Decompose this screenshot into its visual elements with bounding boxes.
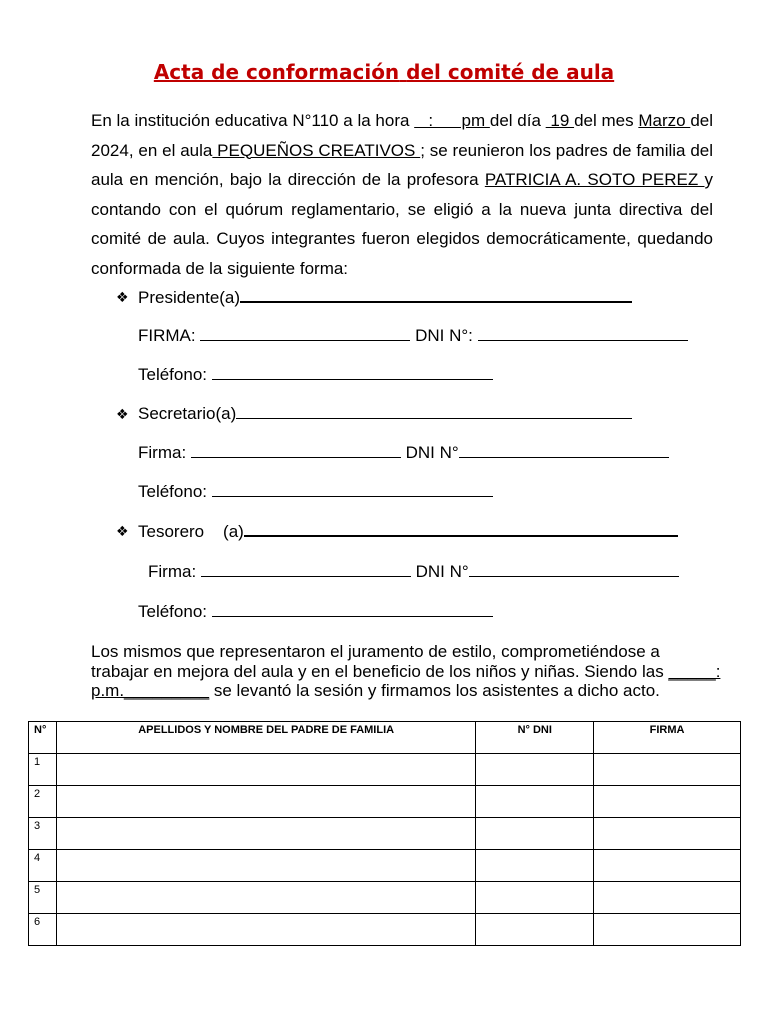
- dni-cell[interactable]: [476, 850, 594, 882]
- firma-label: Firma:: [138, 443, 191, 462]
- row-number: 2: [29, 786, 57, 818]
- tesorero-row: [138, 521, 678, 542]
- telefono-line[interactable]: [212, 482, 493, 497]
- intro-text-4: del 2024, en el aula: [91, 111, 713, 160]
- row-number: 6: [29, 914, 57, 946]
- dni-label: DNI N°: [410, 562, 469, 581]
- dia-field: 19: [545, 111, 575, 130]
- row-number: 1: [29, 754, 57, 786]
- bullet-icon: ❖: [116, 524, 129, 540]
- firma-cell[interactable]: [594, 850, 741, 882]
- firma-cell[interactable]: [594, 818, 741, 850]
- hora-field: : pm: [414, 111, 490, 130]
- name-cell[interactable]: [56, 850, 475, 882]
- attendance-table: [28, 721, 741, 946]
- dni-label: DNI N°: [400, 443, 459, 462]
- presidente-label: Presidente(a): [138, 288, 241, 307]
- firma-cell[interactable]: [594, 914, 741, 946]
- col-header-number: N°: [29, 722, 57, 754]
- dni-cell[interactable]: [476, 786, 594, 818]
- dni-cell[interactable]: [476, 914, 594, 946]
- document-title: [0, 60, 768, 84]
- table-row: [29, 850, 741, 882]
- dni-line[interactable]: [459, 443, 669, 458]
- dni-line[interactable]: [469, 562, 679, 577]
- dni-cell[interactable]: [476, 882, 594, 914]
- table-row: [29, 882, 741, 914]
- profesora-field: PATRICIA A. SOTO PEREZ: [484, 170, 705, 189]
- name-cell[interactable]: [56, 818, 475, 850]
- intro-text-3: del mes: [574, 111, 639, 130]
- row-number: 5: [29, 882, 57, 914]
- name-cell[interactable]: [56, 914, 475, 946]
- row-number: 4: [29, 850, 57, 882]
- table-row: [29, 754, 741, 786]
- name-cell[interactable]: [56, 754, 475, 786]
- telefono-line[interactable]: [212, 602, 493, 617]
- closing-hora-field: _____: p.m._________: [91, 661, 721, 700]
- secretario-label: Secretario(a): [138, 404, 237, 423]
- tesorero-label: Tesorero (a): [138, 522, 244, 541]
- row-number: 3: [29, 818, 57, 850]
- table-row: [29, 786, 741, 818]
- secretario-row: [138, 404, 632, 424]
- intro-text-2: del día: [489, 111, 546, 130]
- telefono-label: Teléfono:: [138, 602, 212, 621]
- col-header-name: APELLIDOS Y NOMBRE DEL PADRE DE FAMILIA: [56, 722, 475, 754]
- secretario-tel-row: [138, 482, 493, 502]
- name-cell[interactable]: [56, 786, 475, 818]
- closing-text-1: Los mismos que representaron el juramento de estilo, comprometiéndose a trabajar en mejora del aula y en el beneficio de los niños y niñas. Siendo las: [91, 642, 669, 681]
- presidente-line[interactable]: [240, 287, 632, 303]
- firma-line[interactable]: [191, 443, 401, 458]
- intro-paragraph: [91, 106, 713, 283]
- firma-line[interactable]: [200, 326, 410, 341]
- bullet-icon: ❖: [116, 407, 129, 423]
- tesorero-tel-row: [138, 602, 493, 622]
- tesorero-line[interactable]: [244, 521, 678, 537]
- intro-text-1: En la institución educativa N°110 a la hora: [91, 111, 415, 130]
- telefono-line[interactable]: [212, 365, 493, 380]
- firma-label: Firma:: [148, 562, 201, 581]
- col-header-firma: FIRMA: [594, 722, 741, 754]
- presidente-row: [138, 287, 632, 308]
- telefono-label: Teléfono:: [138, 482, 212, 501]
- col-header-dni: N° DNI: [476, 722, 594, 754]
- table-row: [29, 914, 741, 946]
- dni-line[interactable]: [478, 326, 688, 341]
- telefono-label: Teléfono:: [138, 365, 212, 384]
- tesorero-firma-row: [148, 562, 679, 582]
- presidente-firma-row: [138, 326, 688, 346]
- closing-text-2: se levantó la sesión y firmamos los asistentes a dicho acto.: [209, 681, 660, 700]
- title-part-2: del comité de aula: [406, 60, 615, 84]
- firma-cell[interactable]: [594, 786, 741, 818]
- intro-text-5: ; se reunieron los padres de familia del aula en mención, bajo la dirección de la profesora: [91, 140, 713, 189]
- title-part-1: Acta de conformación: [153, 60, 400, 84]
- firma-cell[interactable]: [594, 754, 741, 786]
- secretario-firma-row: [138, 443, 669, 463]
- firma-cell[interactable]: [594, 882, 741, 914]
- intro-text-6: y contando con el quórum reglamentario, se eligió a la nueva junta directiva del comité de aula. Cuyos integrantes fueron elegidos democráticamente, quedando conformada de la siguiente forma:: [91, 170, 714, 278]
- secretario-line[interactable]: [236, 404, 632, 419]
- table-row: [29, 818, 741, 850]
- firma-line[interactable]: [201, 562, 411, 577]
- mes-field: Marzo: [638, 111, 691, 130]
- name-cell[interactable]: [56, 882, 475, 914]
- aula-field: PEQUEÑOS CREATIVOS: [212, 140, 421, 160]
- dni-label: DNI N°:: [410, 326, 478, 345]
- presidente-tel-row: [138, 365, 493, 385]
- firma-label: FIRMA:: [138, 326, 201, 345]
- dni-cell[interactable]: [476, 818, 594, 850]
- bullet-icon: ❖: [116, 290, 129, 306]
- dni-cell[interactable]: [476, 754, 594, 786]
- table-header-row: [29, 722, 741, 754]
- closing-paragraph: [91, 642, 721, 701]
